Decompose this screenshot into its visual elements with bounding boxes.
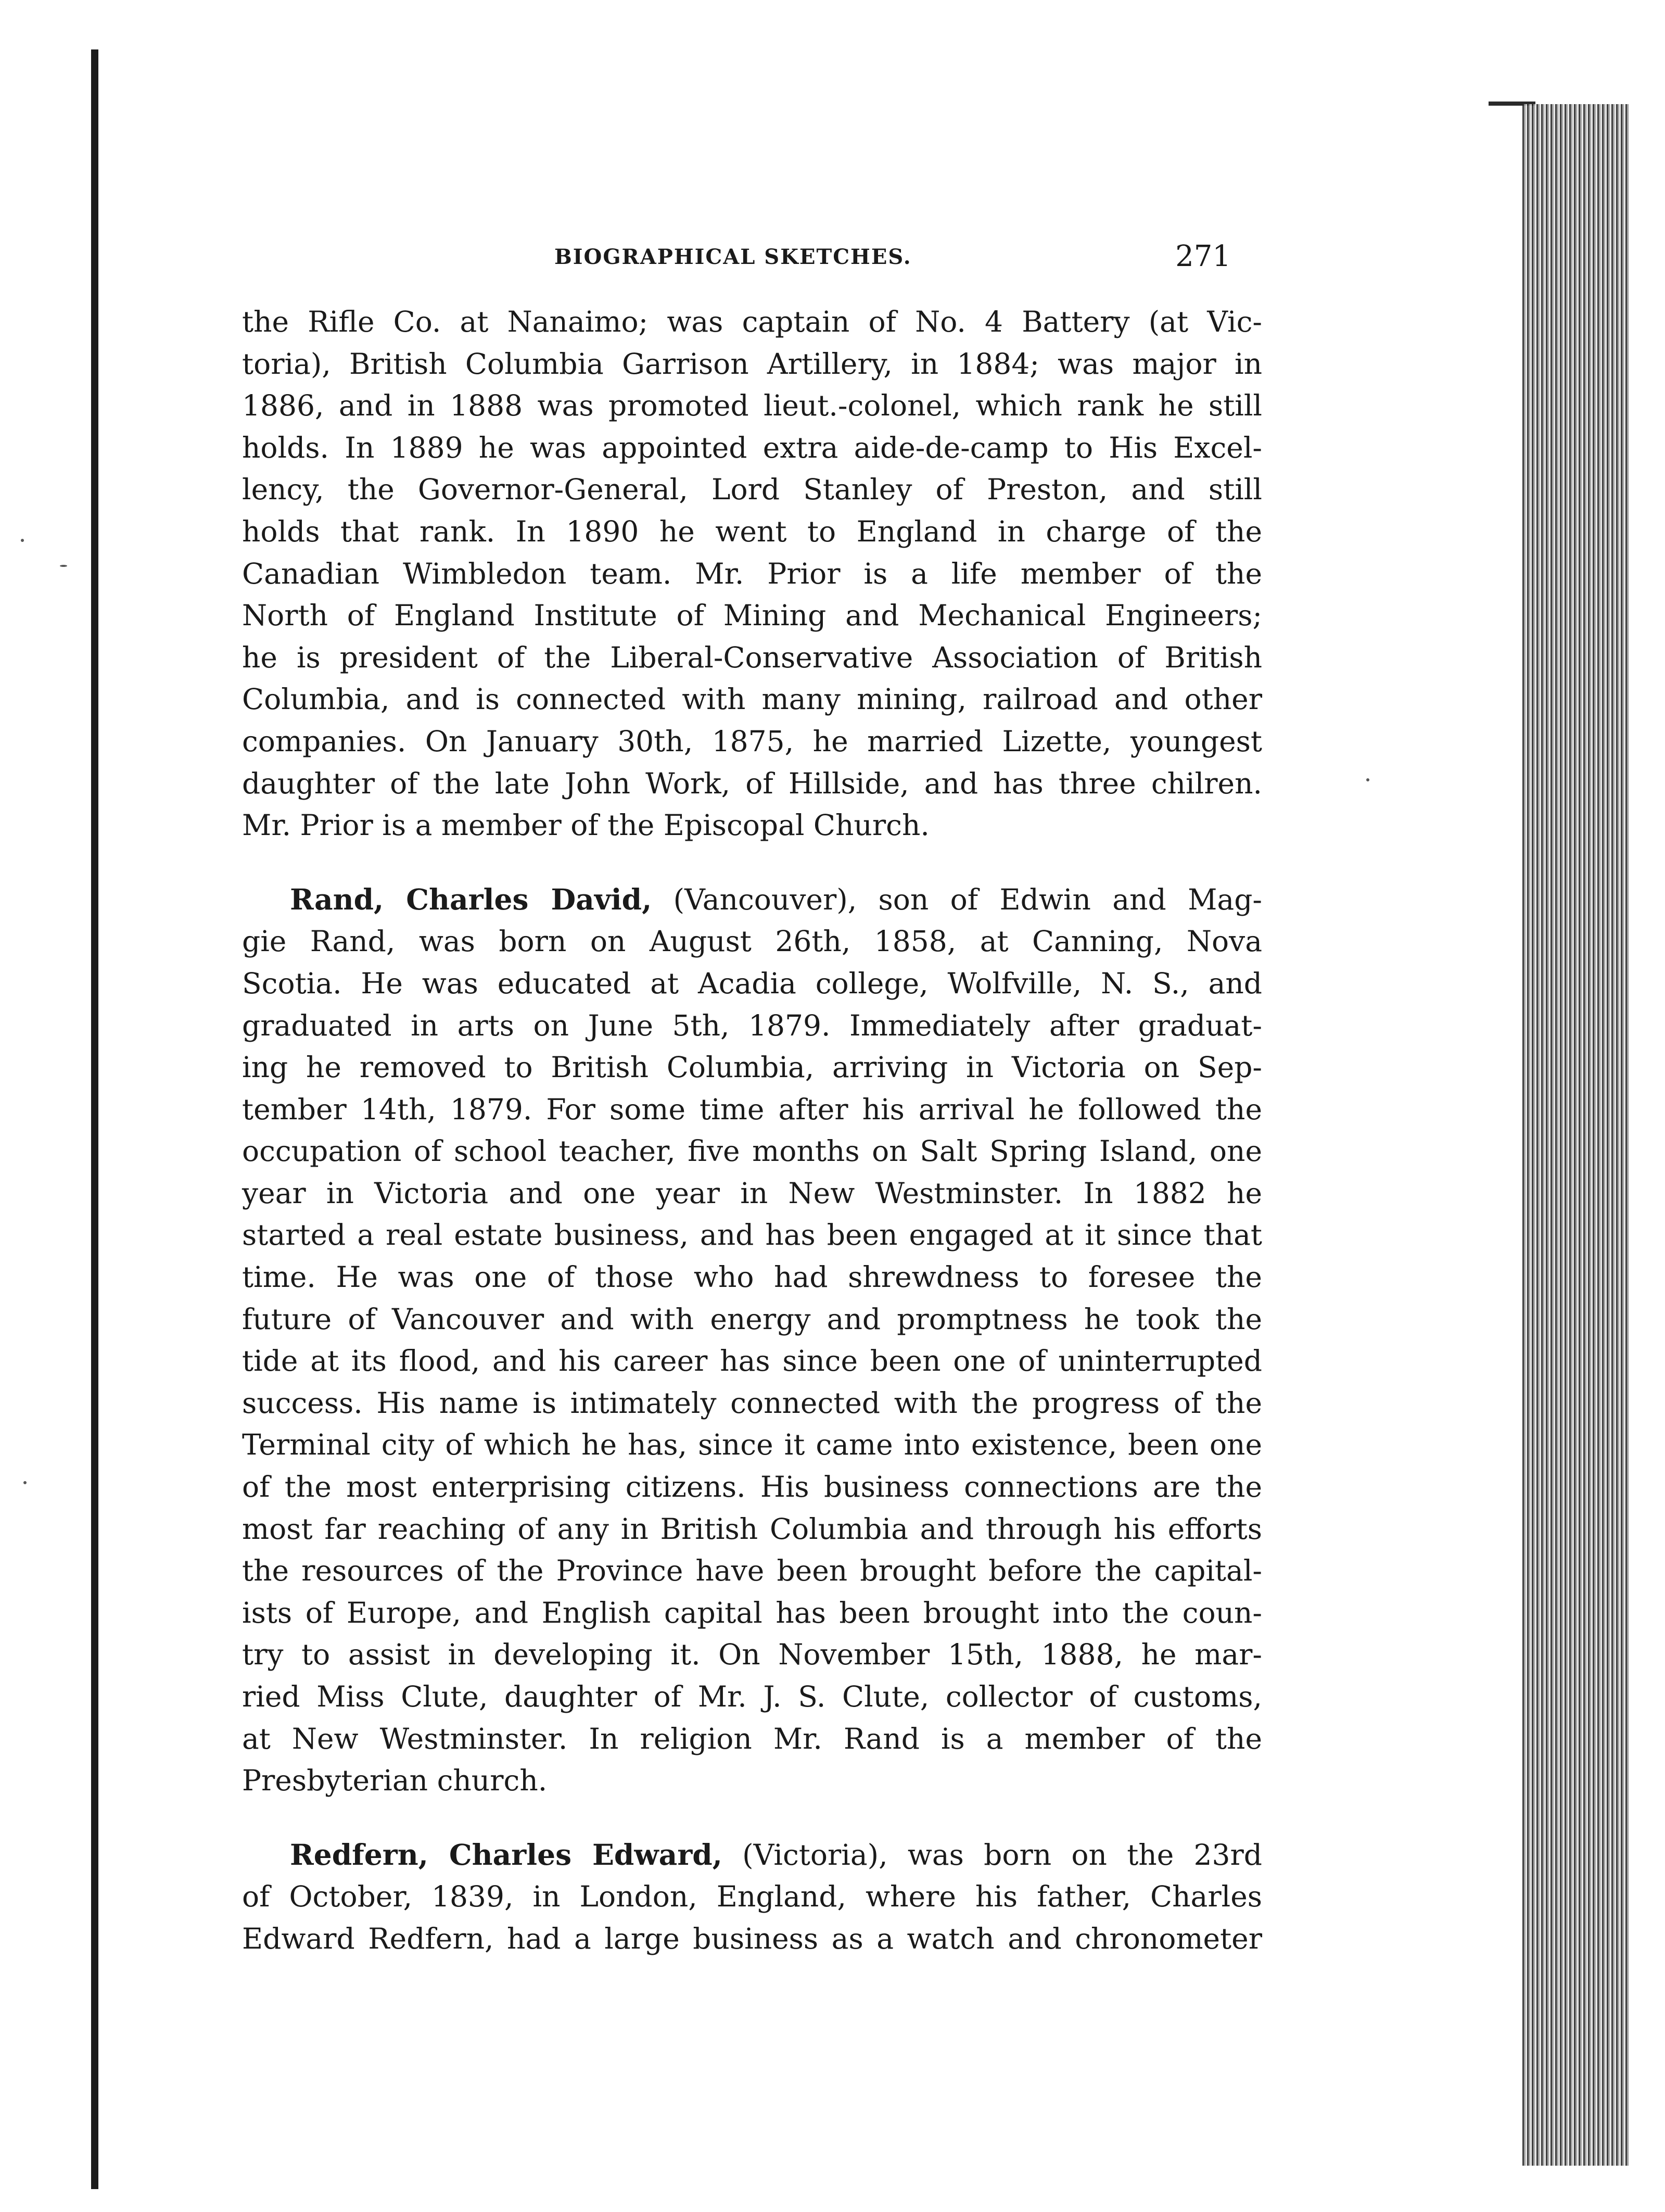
scan-speck [60,565,67,567]
text-line: the resources of the Province have been brought before the capital- [242,1554,1262,1588]
text-line: toria), British Columbia Garrison Artillery, in 1884; was major in [242,347,1262,381]
entry-lead: (Victoria), was born on the 23rd [722,1838,1262,1872]
text-line: of October, 1839, in London, England, where his father, Charles [242,1880,1262,1914]
text-line: North of England Institute of Mining and Mechanical Engineers; [242,599,1262,633]
text-line: Columbia, and is connected with many mining, railroad and other [242,682,1262,716]
text-line: Canadian Wimbledon team. Mr. Prior is a life member of the [242,557,1262,590]
text-line: graduated in arts on June 5th, 1879. Immediately after graduat- [242,1008,1262,1042]
text-line: ists of Europe, and English capital has been brought into the coun- [242,1596,1262,1629]
text-line: Edward Redfern, had a large business as a watch and chronometer [242,1922,1262,1955]
page-edge-texture [1522,104,1629,2166]
entry-name: Rand, Charles David, [290,882,652,916]
text-line: ried Miss Clute, daughter of Mr. J. S. Clute, collector of customs, [242,1680,1262,1713]
text-line: the Rifle Co. at Nanaimo; was captain of No. 4 Battery (at Vic- [242,305,1262,338]
text-line: companies. On January 30th, 1875, he married Lizette, youngest [242,724,1262,758]
text-line [242,879,1262,921]
text-line: tember 14th, 1879. For some time after his arrival he followed the [242,1092,1262,1126]
text-line: success. His name is intimately connected with the progress of the [242,1386,1262,1420]
paragraph [242,879,1262,1802]
text-line: at New Westminster. In religion Mr. Rand is a member of the [242,1722,1262,1755]
text-line: Presbyterian church. [242,1764,548,1798]
text-line: holds. In 1889 he was appointed extra aide-de-camp to His Excel- [242,431,1262,464]
entry-lead: (Vancouver), son of Edwin and Mag- [652,882,1262,916]
text-line: of the most enterprising citizens. His business connections are the [242,1470,1262,1504]
text-line [242,1834,1262,1876]
page-gutter-shadow [91,49,98,2189]
scan-speck [1366,778,1369,781]
text-line: try to assist in developing it. On November 15th, 1888, he mar- [242,1638,1262,1672]
text-line: future of Vancouver and with energy and promptness he took the [242,1302,1262,1336]
scan-speck [21,539,24,542]
text-line: lency, the Governor-General, Lord Stanley of Preston, and still [242,473,1262,507]
body-text [242,301,1262,1960]
paragraph [242,301,1262,846]
page-number: 271 [1175,239,1231,273]
text-line: he is president of the Liberal-Conservative Association of British [242,640,1262,674]
text-line: gie Rand, was born on August 26th, 1858, at Canning, Nova [242,925,1262,958]
running-head [242,239,1231,276]
text-line: year in Victoria and one year in New Westminster. In 1882 he [242,1176,1262,1210]
text-line: time. He was one of those who had shrewdness to foresee the [242,1260,1262,1294]
text-line: most far reaching of any in British Columbia and through his efforts [242,1512,1262,1546]
text-line: Scotia. He was educated at Acadia college, Wolfville, N. S., and [242,966,1262,1000]
entry-name: Redfern, Charles Edward, [290,1837,722,1872]
text-line: Terminal city of which he has, since it came into existence, been one [242,1428,1262,1462]
running-title: BIOGRAPHICAL SKETCHES. [554,245,912,269]
paragraph [242,1834,1262,1960]
paragraph-gap [242,846,1262,879]
text-line: tide at its flood, and his career has since been one of uninterrupted [242,1344,1262,1378]
scan-speck [23,1481,27,1484]
text-line: started a real estate business, and has been engaged at it since that [242,1218,1262,1252]
paragraph-gap [242,1802,1262,1834]
text-line: 1886, and in 1888 was promoted lieut.-colonel, which rank he still [242,389,1262,423]
text-line: holds that rank. In 1890 he went to England in charge of the [242,514,1262,548]
text-line: ing he removed to British Columbia, arriving in Victoria on Sep- [242,1051,1262,1084]
text-line: Mr. Prior is a member of the Episcopal Church. [242,808,930,842]
text-line: occupation of school teacher, five months on Salt Spring Island, one [242,1134,1262,1168]
text-line: daughter of the late John Work, of Hillside, and has three chilren. [242,766,1262,800]
